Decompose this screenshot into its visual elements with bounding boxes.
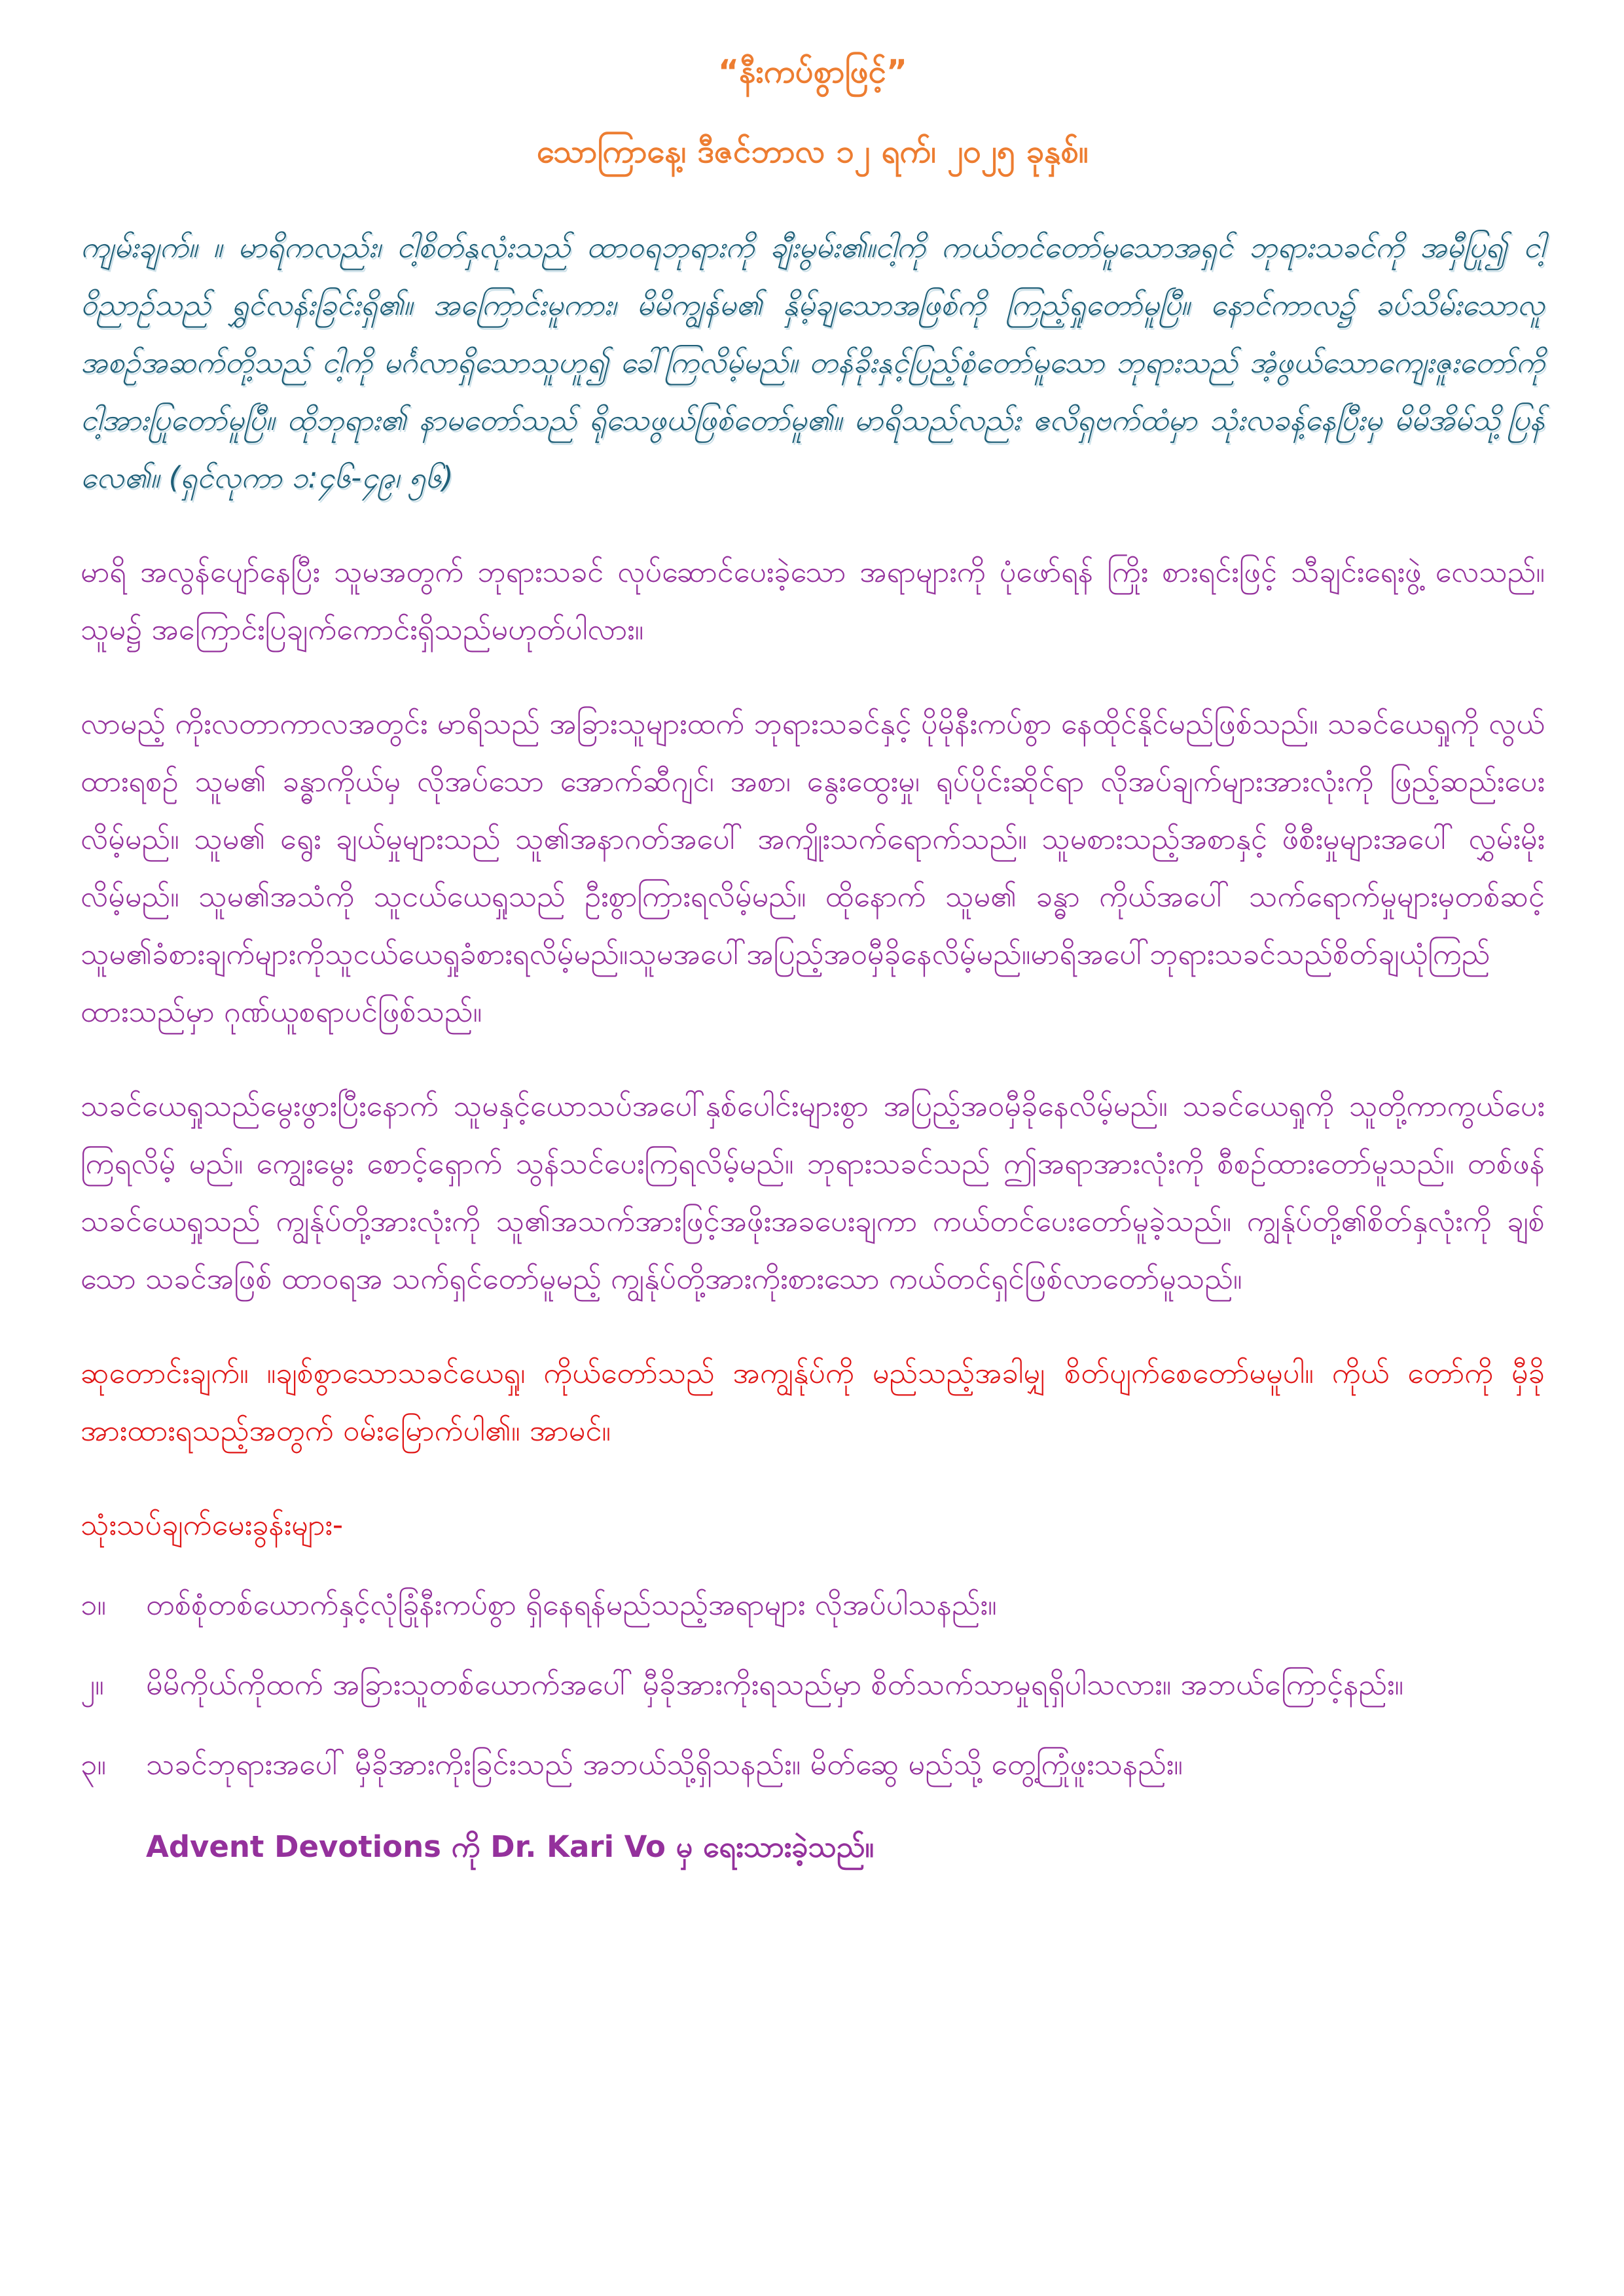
scripture-passage: ကျမ်းချက်။ ။ မာရိကလည်း၊ ငါ့စိတ်နှလုံးသည် ထာဝရဘုရားကို ချီးမွမ်း၏။ငါ့ကို ကယ်တင်တော်မူသောအရှင် ဘုရားသခင်ကို အမှီပြု၍ ငါ့ဝိညာဉ်သည် ရွှင်လန်းခြင်းရှိ၏။ အကြောင်းမူကား၊ မိမိကျွန်မ၏ နှိမ့်ချသောအဖြစ်ကို ကြည့်ရှုတော်မူပြီ။ နောင်ကာလ၌ ခပ်သိမ်းသောလူ အစဉ်အဆက်တို့သည် ငါ့ကို မင်္ဂလာရှိသောသူဟူ၍ ခေါ်ကြလိမ့်မည်။ တန်ခိုးနှင့်ပြည့်စုံတော်မူသော ဘုရားသည် အံ့ဖွယ်သောကျေးဇူးတော်ကို ငါ့အားပြုတော်မူပြီ။ ထိုဘုရား၏ နာမတော်သည် ရိုသေဖွယ်ဖြစ်တော်မူ၏။ မာရိသည်လည်း ဧလိရှဗက်ထံမှာ သုံးလခန့်နေပြီးမှ မိမိအိမ်သို့ပြန်လေ၏။ (ရှင်လုကာ ၁:၄၆-၄၉၊ ၅၆) bbox=[81, 230, 1545, 495]
question-text-2: မိမိကိုယ်ကိုထက် အခြားသူတစ်ယောက်အပေါ် မှီခိုအားကိုးရသည်မှာ စိတ်သက်သာမှုရရှိပါသလား။ အဘယ်ကြောင့်နည်း။ bbox=[146, 1667, 1404, 1702]
body-paragraph-3: သခင်ယေရှုသည်မွေးဖွားပြီးနောက် သူမနှင့်ယောသပ်အပေါ်နှစ်ပေါင်းများစွာ အပြည့်အဝမှီခိုနေလိမ့်မည်။ သခင်ယေရှုကို သူတို့ကာကွယ်ပေးကြရလိမ့် မည်။ ကျွေးမွေး စောင့်ရှောက် သွန်သင်ပေးကြရလိမ့်မည်။ ဘုရားသခင်သည် ဤအရာအားလုံးကို စီစဉ်ထားတော်မူသည်။ တစ်ဖန် သခင်ယေရှုသည် ကျွန်ုပ်တို့အားလုံးကို သူ၏အသက်အားဖြင့်အဖိုးအခပေးချကာ ကယ်တင်ပေးတော်မူခဲ့သည်။ ကျွန်ုပ်တို့၏စိတ်နှလုံးကို ချစ်သော သခင်အဖြစ် ထာဝရအ သက်ရှင်တော်မူမည့် ကျွန်ုပ်တို့အားကိုးစားသော ကယ်တင်ရှင်ဖြစ်လာတော်မူသည်။ bbox=[81, 1088, 1545, 1296]
question-item-1 bbox=[81, 1576, 1545, 1634]
body-paragraph-1: မာရိ အလွန်ပျော်နေပြီး သူမအတွက် ဘုရားသခင် လုပ်ဆောင်ပေးခဲ့သော အရာများကို ပုံဖော်ရန် ကြိုး စားရင်းဖြင့် သီချင်းရေးဖွဲ့ လေသည်။ သူမ၌ အကြောင်းပြချက်ကောင်းရှိသည်မဟုတ်ပါလား။ bbox=[81, 554, 1545, 647]
prayer-paragraph: ဆုတောင်းချက်။ ။ချစ်စွာသောသခင်ယေရှု၊ ကိုယ်တော်သည် အကျွန်ုပ်ကို မည်သည့်အခါမျှ စိတ်ပျက်စေတော်မမူပါ။ ကိုယ် တော်ကို မှီခိုအားထားရသည့်အတွက် ဝမ်းမြောက်ပါ၏။ အာမင်။ bbox=[81, 1355, 1545, 1448]
reflection-questions-heading: သုံးသပ်ချက်မေးခွန်းများ- bbox=[81, 1507, 344, 1542]
body-paragraph-2: လာမည့် ကိုးလတာကာလအတွင်း မာရိသည် အခြားသူများထက် ဘုရားသခင်နှင့် ပိုမိုနီးကပ်စွာ နေထိုင်နိုင်မည်ဖြစ်သည်။ သခင်ယေရှုကို လွယ်ထားရစဉ် သူမ၏ ခန္ဓာကိုယ်မှ လိုအပ်သော အောက်ဆီဂျင်၊ အစာ၊ နွေးထွေးမှု၊ ရုပ်ပိုင်းဆိုင်ရာ လိုအပ်ချက်များအားလုံးကို ဖြည့်ဆည်းပေး လိမ့်မည်။ သူမ၏ ရွေး ချယ်မှုများသည် သူ၏အနာဂတ်အပေါ် အကျိုးသက်ရောက်သည်။ သူမစားသည့်အစာနှင့် ဖိစီးမှုများအပေါ် လွှမ်းမိုးလိမ့်မည်။ သူမ၏အသံကို သူငယ်ယေရှုသည် ဦးစွာကြားရလိမ့်မည်။ ထိုနောက် သူမ၏ ခန္ဓာ ကိုယ်အပေါ် သက်ရောက်မှုများမှတစ်ဆင့် သူမ၏ခံစားချက်များကိုသူငယ်ယေရှုခံစားရလိမ့်မည်။သူမအပေါ်အပြည့်အဝမှီခိုနေလိမ့်မည်။မာရိအပေါ်ဘုရားသခင်သည်စိတ်ချယုံကြည်ထားသည်မှာ ဂုဏ်ယူစရာပင်ဖြစ်သည်။ bbox=[81, 706, 1545, 1029]
question-text-1: တစ်စုံတစ်ယောက်နှင့်လုံခြုံနီးကပ်စွာ ရှိနေရန်မည်သည့်အရာများ လိုအပ်ပါသနည်း။ bbox=[146, 1587, 997, 1622]
question-item-2 bbox=[81, 1656, 1545, 1713]
question-item-3 bbox=[81, 1736, 1545, 1793]
question-number-1: ၁။ bbox=[81, 1587, 106, 1622]
reflection-questions-list bbox=[81, 1576, 1545, 1793]
question-number-2: ၂။ bbox=[81, 1667, 104, 1702]
page-title: “နီးကပ်စွာဖြင့်” bbox=[717, 53, 908, 90]
question-text-3: သခင်ဘုရားအပေါ် မှီခိုအားကိုးခြင်းသည် အဘယ်သို့ရှိသနည်း။ မိတ်ဆွေ မည်သို့ တွေ့ကြုံဖူးသနည်း။ bbox=[146, 1747, 1183, 1782]
attribution-line: Advent Devotions ကို Dr. Kari Vo မှ ရေးသားခဲ့သည်။ bbox=[146, 1829, 875, 1864]
date-heading: သောကြာနေ့၊ ဒီဇင်ဘာလ ၁၂ ရက်၊ ၂၀၂၅ ခုနှစ်။ bbox=[537, 133, 1089, 170]
question-number-3: ၃။ bbox=[81, 1747, 106, 1782]
